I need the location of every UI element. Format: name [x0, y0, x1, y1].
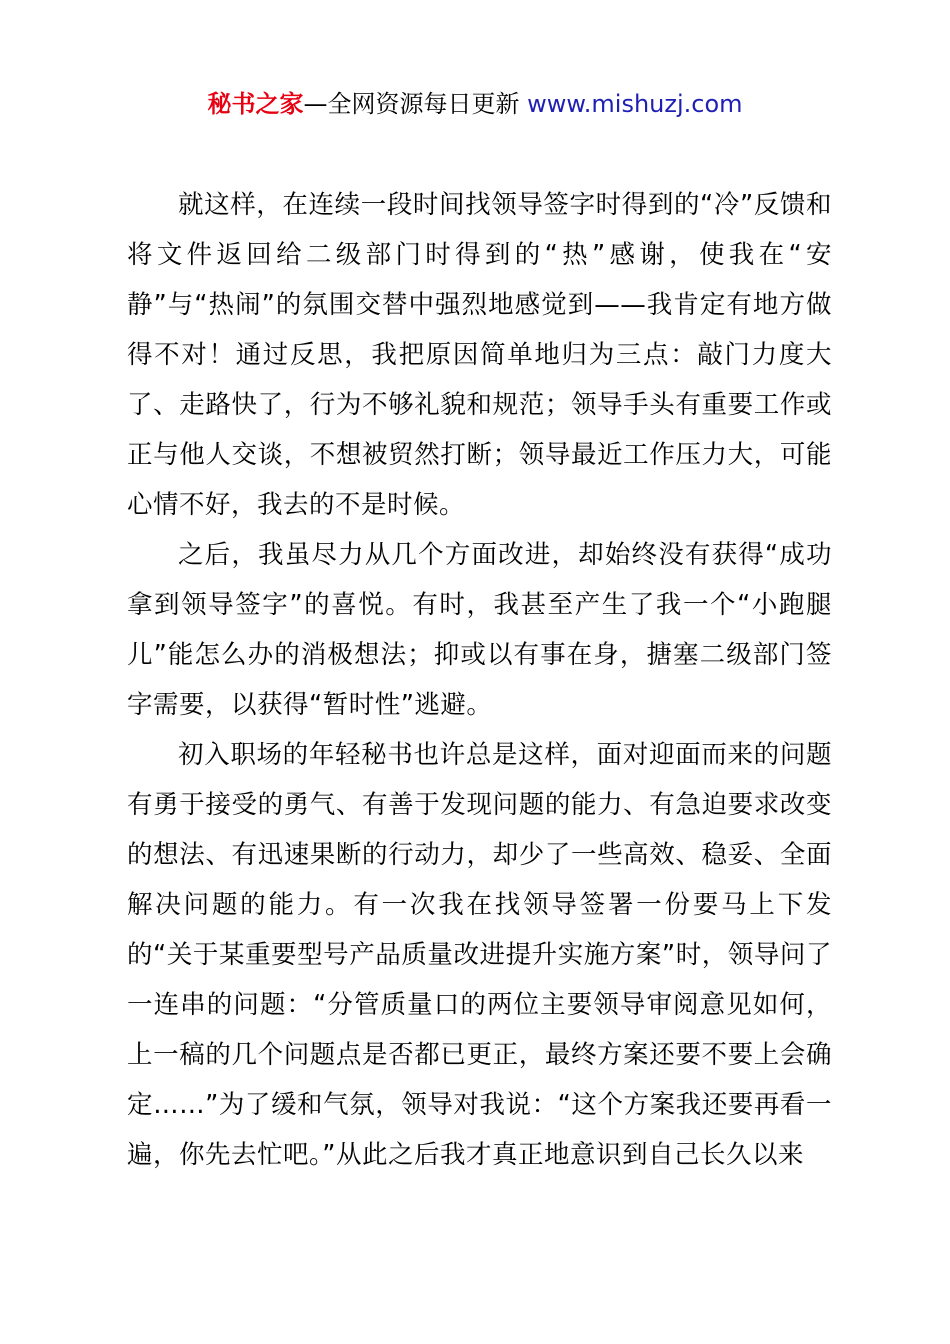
- site-url-link[interactable]: www.mishuzj.com: [519, 90, 743, 118]
- paragraph-2: 之后，我虽尽力从几个方面改进，却始终没有获得“成功拿到领导签字”的喜悦。有时，我甚至产生了我一个“小跑腿儿”能怎么办的消极想法；抑或以有事在身，搪塞二级部门签字需要，以获得“暂时性”逃避。: [127, 540, 832, 720]
- paragraph-3: 初入职场的年轻秘书也许总是这样，面对迎面而来的问题有勇于接受的勇气、有善于发现问题的能力、有急迫要求改变的想法、有迅速果断的行动力，却少了一些高效、稳妥、全面解决问题的能力。有一次我在找领导签署一份要马上下发的“关于某重要型号产品质量改进提升实施方案”时，领导问了一连串的问题：“分管质量口的两位主要领导审阅意见如何，上一稿的几个问题点是否都已更正，最终方案还要不要上会确定……”为了缓和气氛，领导对我说：“这个方案我还要再看一遍，你先去忙吧。”从此之后我才真正地意识到自己长久以来: [127, 740, 832, 1170]
- site-brand-name: 秘书之家: [207, 90, 304, 118]
- paragraph-1: 就这样，在连续一段时间找领导签字时得到的“冷”反馈和将文件返回给二级部门时得到的“热”感谢，使我在“安静”与“热闹”的氛围交替中强烈地感觉到——我肯定有地方做得不对！通过反思，我把原因简单地归为三点：敲门力度大了、走路快了，行为不够礼貌和规范；领导手头有重要工作或正与他人交谈，不想被贸然打断；领导最近工作压力大，可能心情不好，我去的不是时候。: [127, 190, 832, 520]
- site-header: [0, 86, 950, 122]
- article-body: [127, 180, 832, 1180]
- site-tagline: —全网资源每日更新: [303, 90, 520, 118]
